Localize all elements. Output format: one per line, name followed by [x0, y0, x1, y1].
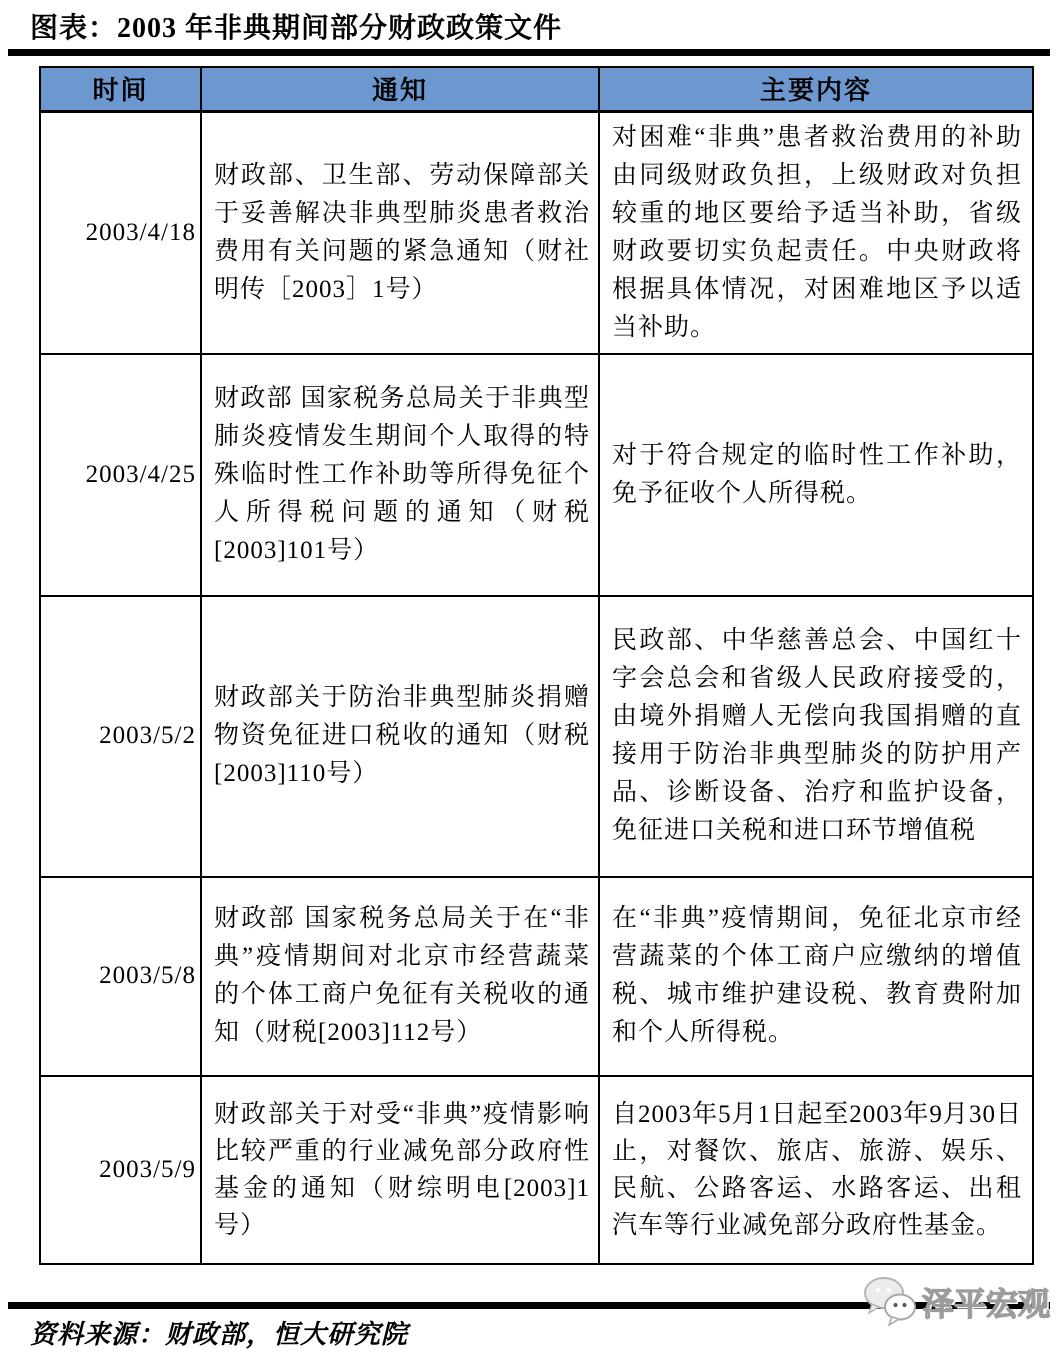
- cell-content: 对困难“非典”患者救治费用的补助由同级财政负担，上级财政对负担较重的地区要给予适当补助，省级财政要切实负起责任。中央财政将根据具体情况，对困难地区予以适当补助。: [599, 111, 1033, 354]
- cell-notice: 财政部关于对受“非典”疫情影响比较严重的行业减免部分政府性基金的通知（财综明电[2003]1号）: [201, 1076, 599, 1264]
- cell-notice: 财政部关于防治非典型肺炎捐赠物资免征进口税收的通知（财税[2003]110号）: [201, 596, 599, 877]
- table-row: [40, 877, 1033, 1076]
- cell-date: 2003/5/9: [40, 1076, 201, 1264]
- table-row: [40, 1076, 1033, 1264]
- source-note: 资料来源：财政部，恒大研究院: [30, 1320, 409, 1349]
- table-header-row: [40, 67, 1033, 111]
- table-row: [40, 111, 1033, 354]
- watermark-label: 泽平宏观: [922, 1286, 1051, 1322]
- page-title: 图表：2003 年非典期间部分财政政策文件: [30, 13, 563, 44]
- cell-date: 2003/4/18: [40, 111, 201, 354]
- cell-date: 2003/4/25: [40, 354, 201, 596]
- cell-content: 在“非典”疫情期间，免征北京市经营蔬菜的个体工商户应缴纳的增值税、城市维护建设税、教育费附加和个人所得税。: [599, 877, 1033, 1076]
- cell-content: 对于符合规定的临时性工作补助，免予征收个人所得税。: [599, 354, 1033, 596]
- cell-content: 民政部、中华慈善总会、中国红十字会总会和省级人民政府接受的，由境外捐赠人无偿向我国捐赠的直接用于防治非典型肺炎的防护用产品、诊断设备、治疗和监护设备，免征进口关税和进口环节增值税: [599, 596, 1033, 877]
- policy-table: [39, 66, 1034, 1265]
- cell-notice: 财政部、卫生部、劳动保障部关于妥善解决非典型肺炎患者救治费用有关问题的紧急通知（财社明传［2003］1号）: [201, 111, 599, 354]
- column-header-notice: 通知: [201, 67, 599, 111]
- cell-date: 2003/5/2: [40, 596, 201, 877]
- cell-date: 2003/5/8: [40, 877, 201, 1076]
- top-divider: [8, 49, 1050, 56]
- cell-notice: 财政部 国家税务总局关于在“非典”疫情期间对北京市经营蔬菜的个体工商户免征有关税收的通知（财税[2003]112号）: [201, 877, 599, 1076]
- cell-content: 自2003年5月1日起至2003年9月30日止，对餐饮、旅店、旅游、娱乐、民航、公路客运、水路客运、出租汽车等行业减免部分政府性基金。: [599, 1076, 1033, 1264]
- table-row: [40, 354, 1033, 596]
- column-header-content: 主要内容: [599, 67, 1033, 111]
- wechat-icon: [862, 1276, 920, 1328]
- watermark: [862, 1276, 1050, 1328]
- table-row: [40, 596, 1033, 877]
- column-header-time: 时间: [40, 67, 201, 111]
- cell-notice: 财政部 国家税务总局关于非典型肺炎疫情发生期间个人取得的特殊临时性工作补助等所得免征个人所得税问题的通知（财税[2003]101号）: [201, 354, 599, 596]
